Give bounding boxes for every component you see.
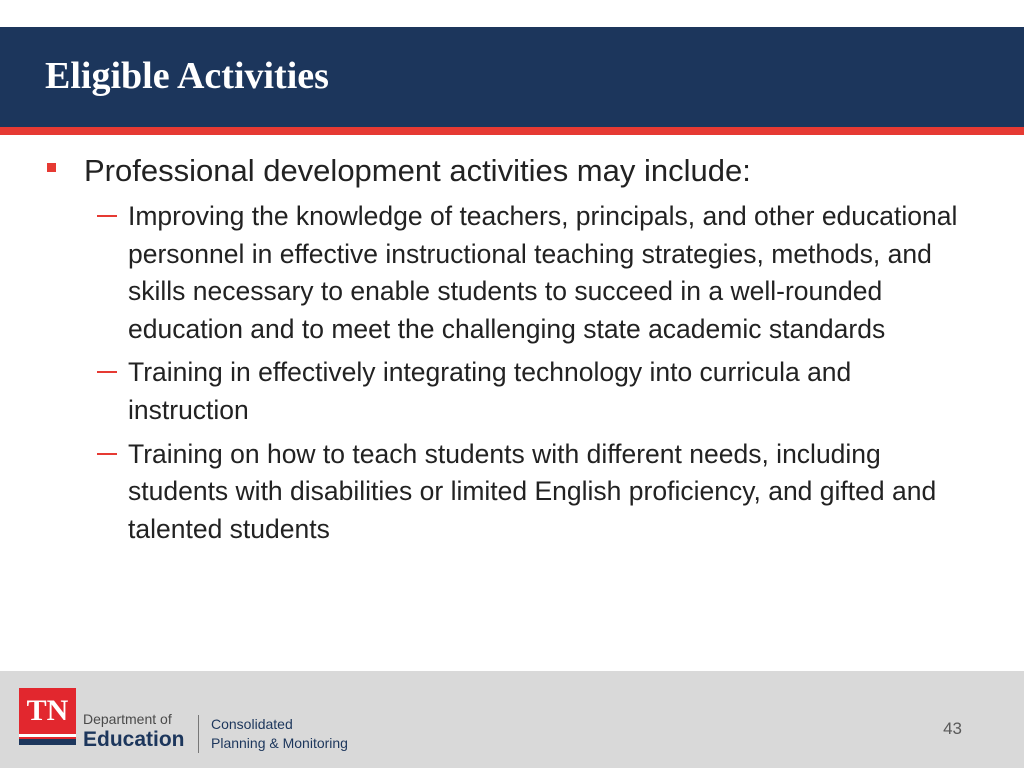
tn-logo-text: TN (26, 694, 69, 727)
sub-bullet-item (45, 354, 985, 429)
slide-title: Eligible Activities (45, 55, 329, 97)
slide-content (45, 152, 985, 554)
tn-logo (19, 688, 76, 745)
sub-bullet-text: Improving the knowledge of teachers, principals, and other educational personnel in effective instructional teaching strategies, methods, and skills necessary to enable students to succeed in a well-rounded education and to meet the challenging state academic standards (128, 201, 958, 344)
sub-bullet-text: Training in effectively integrating technology into curricula and instruction (128, 357, 852, 425)
sub-bullet-item (45, 198, 985, 348)
footer-divider (198, 715, 199, 753)
dash-bullet-icon (97, 215, 117, 217)
office-label-line2: Planning & Monitoring (211, 735, 348, 751)
bullet-text: Professional development activities may include: (84, 153, 751, 188)
department-label: Department of (83, 711, 172, 727)
office-label-line1: Consolidated (211, 716, 293, 732)
square-bullet-icon (47, 163, 56, 172)
sub-bullet-text: Training on how to teach students with different needs, including students with disabilities or limited English proficiency, and gifted and talented students (128, 438, 937, 544)
title-underline-rule (0, 127, 1024, 135)
sub-bullet-item (45, 436, 985, 549)
dash-bullet-icon (97, 371, 117, 373)
dash-bullet-icon (97, 453, 117, 455)
page-number: 43 (943, 719, 962, 738)
sub-bullet-list (45, 198, 985, 548)
logo-stripe-white (19, 734, 76, 737)
bullet-item (45, 152, 985, 190)
logo-stripe-navy (19, 739, 76, 745)
footer (0, 671, 1024, 768)
department-name: Education (83, 728, 185, 751)
